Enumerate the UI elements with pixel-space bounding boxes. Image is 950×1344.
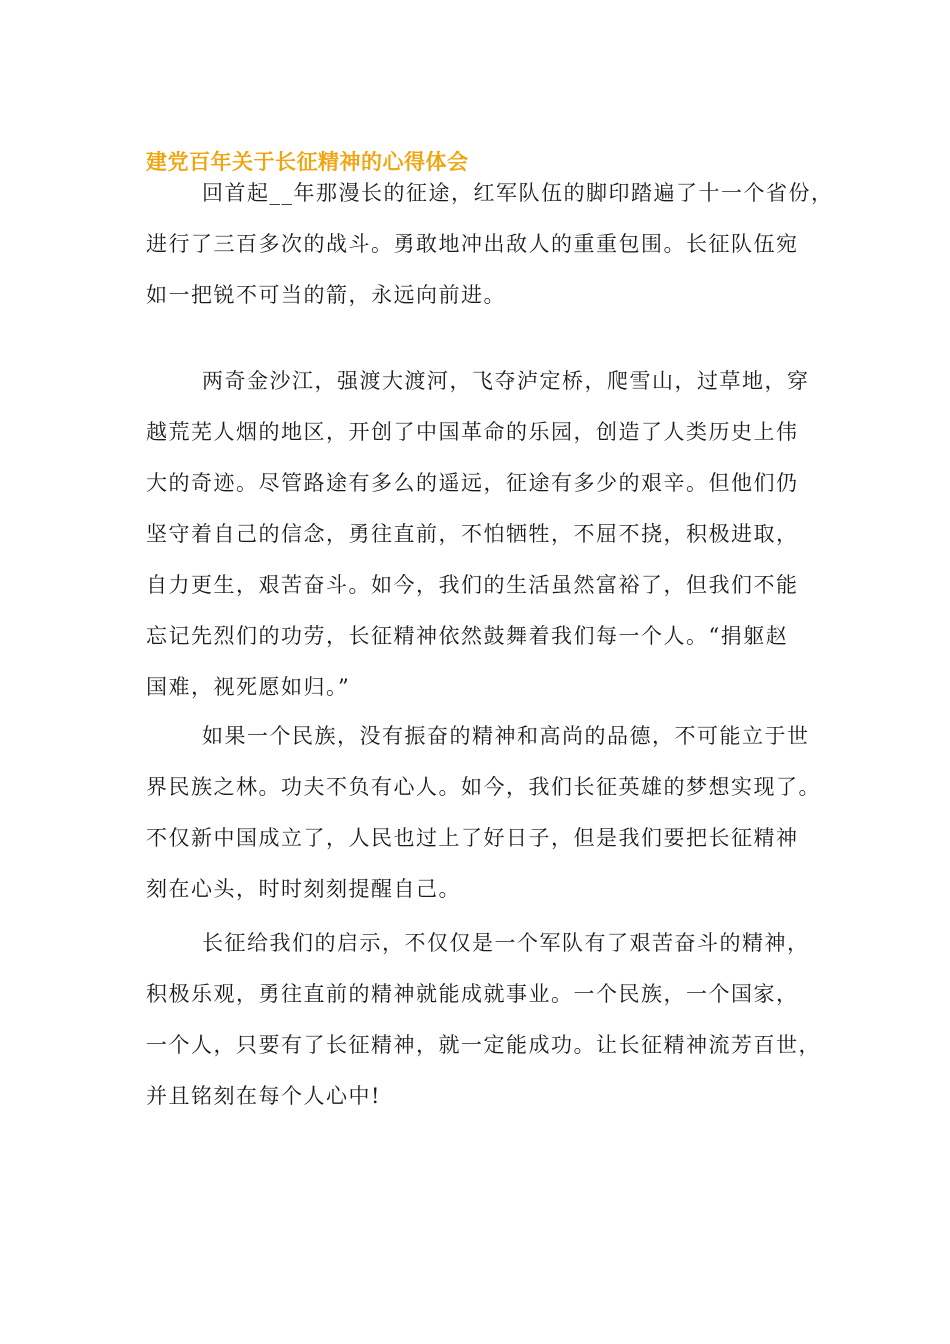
paragraph-line: 刻在心头，时时刻刻提醒自己。 (146, 877, 461, 901)
paragraph-line: 越荒芜人烟的地区，开创了中国革命的乐园，创造了人类历史上伟 (146, 420, 799, 444)
document-title: 建党百年关于长征精神的心得体会 (146, 149, 469, 174)
paragraph-line: 两奇金沙江，强渡大渡河，飞夺泸定桥，爬雪山，过草地，穿 (202, 369, 810, 393)
paragraph-line: 坚守着自己的信念，勇往直前，不怕牺牲，不屈不挠，积极进取， (146, 522, 799, 546)
paragraph-line: 不仅新中国成立了，人民也过上了好日子，但是我们要把长征精神 (146, 826, 799, 850)
paragraph-line: 一个人，只要有了长征精神，就一定能成功。让长征精神流芳百世， (146, 1033, 821, 1057)
paragraph-3 (146, 711, 826, 915)
paragraph-line: 回首起__年那漫长的征途，红军队伍的脚印踏遍了十一个省份， (202, 181, 834, 205)
paragraph-1 (146, 168, 834, 321)
paragraph-line: 自力更生，艰苦奋斗。如今，我们的生活虽然富裕了，但我们不能 (146, 573, 799, 597)
paragraph-4 (146, 918, 826, 1122)
paragraph-line: 国难，视死愿如归。” (146, 675, 351, 699)
paragraph-line: 积极乐观，勇往直前的精神就能成就事业。一个民族，一个国家， (146, 982, 799, 1006)
paragraph-line: 长征给我们的启示，不仅仅是一个军队有了艰苦奋斗的精神， (202, 931, 810, 955)
paragraph-line: 忘记先烈们的功劳，长征精神依然鼓舞着我们每一个人。“捐躯赵 (146, 624, 789, 648)
paragraph-line: 界民族之林。功夫不负有心人。如今，我们长征英雄的梦想实现了。 (146, 775, 821, 799)
paragraph-line: 如一把锐不可当的箭，永远向前进。 (146, 283, 506, 307)
paragraph-line: 并且铭刻在每个人心中! (146, 1084, 381, 1108)
paragraph-2 (146, 356, 826, 713)
paragraph-line: 如果一个民族，没有振奋的精神和高尚的品德，不可能立于世 (202, 724, 810, 748)
paragraph-line: 进行了三百多次的战斗。勇敢地冲出敌人的重重包围。长征队伍宛 (146, 232, 799, 256)
paragraph-line: 大的奇迹。尽管路途有多么的遥远，征途有多少的艰辛。但他们仍 (146, 471, 799, 495)
